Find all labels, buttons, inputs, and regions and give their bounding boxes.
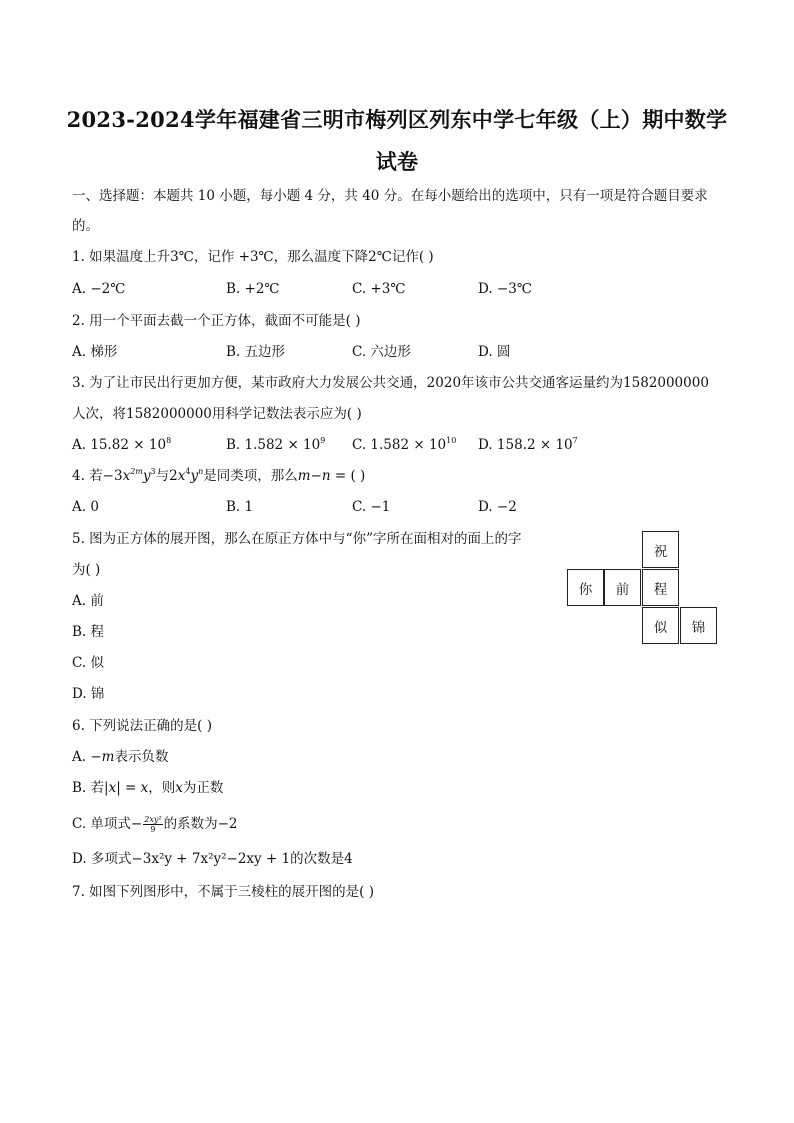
cube-net-cell: 锦 xyxy=(680,607,717,644)
question-2-stem: 2. 用一个平面去截一个正方体，截面不可能是( ) xyxy=(72,313,361,329)
question-3-option-b: B. $1.582 \times 10^9$ xyxy=(226,436,326,453)
question-3-option-a: A. $15.82 \times 10^8$ xyxy=(72,436,172,453)
question-6-stem: 6. 下列说法正确的是( ) xyxy=(72,718,212,734)
question-6-option-b: B. 若|x| = x，则x为正数 xyxy=(72,780,224,796)
question-5-option-b: B. 程 xyxy=(72,624,105,640)
question-6-option-a: A. −m表示负数 xyxy=(72,749,169,765)
question-1-option-a: A. −2℃ xyxy=(72,281,126,297)
question-3-option-d: D. $158.2 \times 10^7$ xyxy=(478,436,578,453)
question-1-option-d: D. −3℃ xyxy=(478,281,532,297)
question-2-option-a: A. 梯形 xyxy=(72,344,118,360)
question-5-stem: 5. 图为正方体的展开图，那么在原正方体中与“你”字所在面相对的面上的字 xyxy=(72,531,522,547)
question-2-option-b: B. 五边形 xyxy=(226,344,286,360)
question-3-stem-cont: 人次，将1582000000用科学记数法表示应为( ) xyxy=(72,406,362,422)
question-3-stem: 3. 为了让市民出行更加方便，某市政府大力发展公共交通，2020年该市公共交通客运量约为1582000000 xyxy=(72,375,709,391)
question-6-option-c: C. 单项式− $\frac{\text{2xy²}}{9}$ 的系数为−2 xyxy=(72,815,238,834)
question-1-option-c: C. +3℃ xyxy=(352,281,406,297)
question-7-stem: 7. 如图下列图形中，不属于三棱柱的展开图的是( ) xyxy=(72,884,374,900)
cube-net-cell: 祝 xyxy=(642,531,679,568)
question-5-option-a: A. 前 xyxy=(72,593,104,609)
question-2-option-d: D. 圆 xyxy=(478,344,511,360)
exam-title-line1: 2023-2024学年福建省三明市梅列区列东中学七年级（上）期中数学 xyxy=(66,107,728,132)
exam-title-line2: 试卷 xyxy=(375,149,419,174)
question-4-option-b: B. 1 xyxy=(226,499,254,515)
question-6-option-d: D. 多项式−3x²y + 7x²y²−2xy + 1的次数是4 xyxy=(72,851,353,867)
question-5-stem-cont: 为( ) xyxy=(72,562,101,578)
cube-net-cell: 你 xyxy=(567,569,604,606)
question-5-option-d: D. 锦 xyxy=(72,686,105,702)
section-heading: 一、选择题：本题共 10 小题，每小题 4 分，共 40 分。在每小题给出的选项中，只有一项是符合题目要求 xyxy=(72,188,708,204)
cube-net-cell: 前 xyxy=(604,569,641,606)
question-4-option-a: A. 0 xyxy=(72,499,99,515)
question-5-option-c: C. 似 xyxy=(72,655,104,671)
cube-net-cell: 似 xyxy=(642,607,679,644)
fraction: $\frac{\text{2xy²}}{9}$ xyxy=(144,815,162,834)
section-heading-cont: 的。 xyxy=(72,218,99,234)
question-4-stem: 4. 若$-3x^{2m}y^3$与$2x^4y^n$是同类项，那么m−n = ( ) xyxy=(72,467,366,484)
question-4-option-d: D. −2 xyxy=(478,499,517,515)
question-2-option-c: C. 六边形 xyxy=(352,344,411,360)
question-3-option-c: C. $1.582 \times 10^{10}$ xyxy=(352,436,457,453)
question-1-option-b: B. +2℃ xyxy=(226,281,280,297)
question-4-option-c: C. −1 xyxy=(352,499,391,515)
cube-net-cell: 程 xyxy=(642,569,679,606)
question-1-stem: 1. 如果温度上升3℃，记作 +3℃，那么温度下降2℃记作( ) xyxy=(72,249,434,265)
